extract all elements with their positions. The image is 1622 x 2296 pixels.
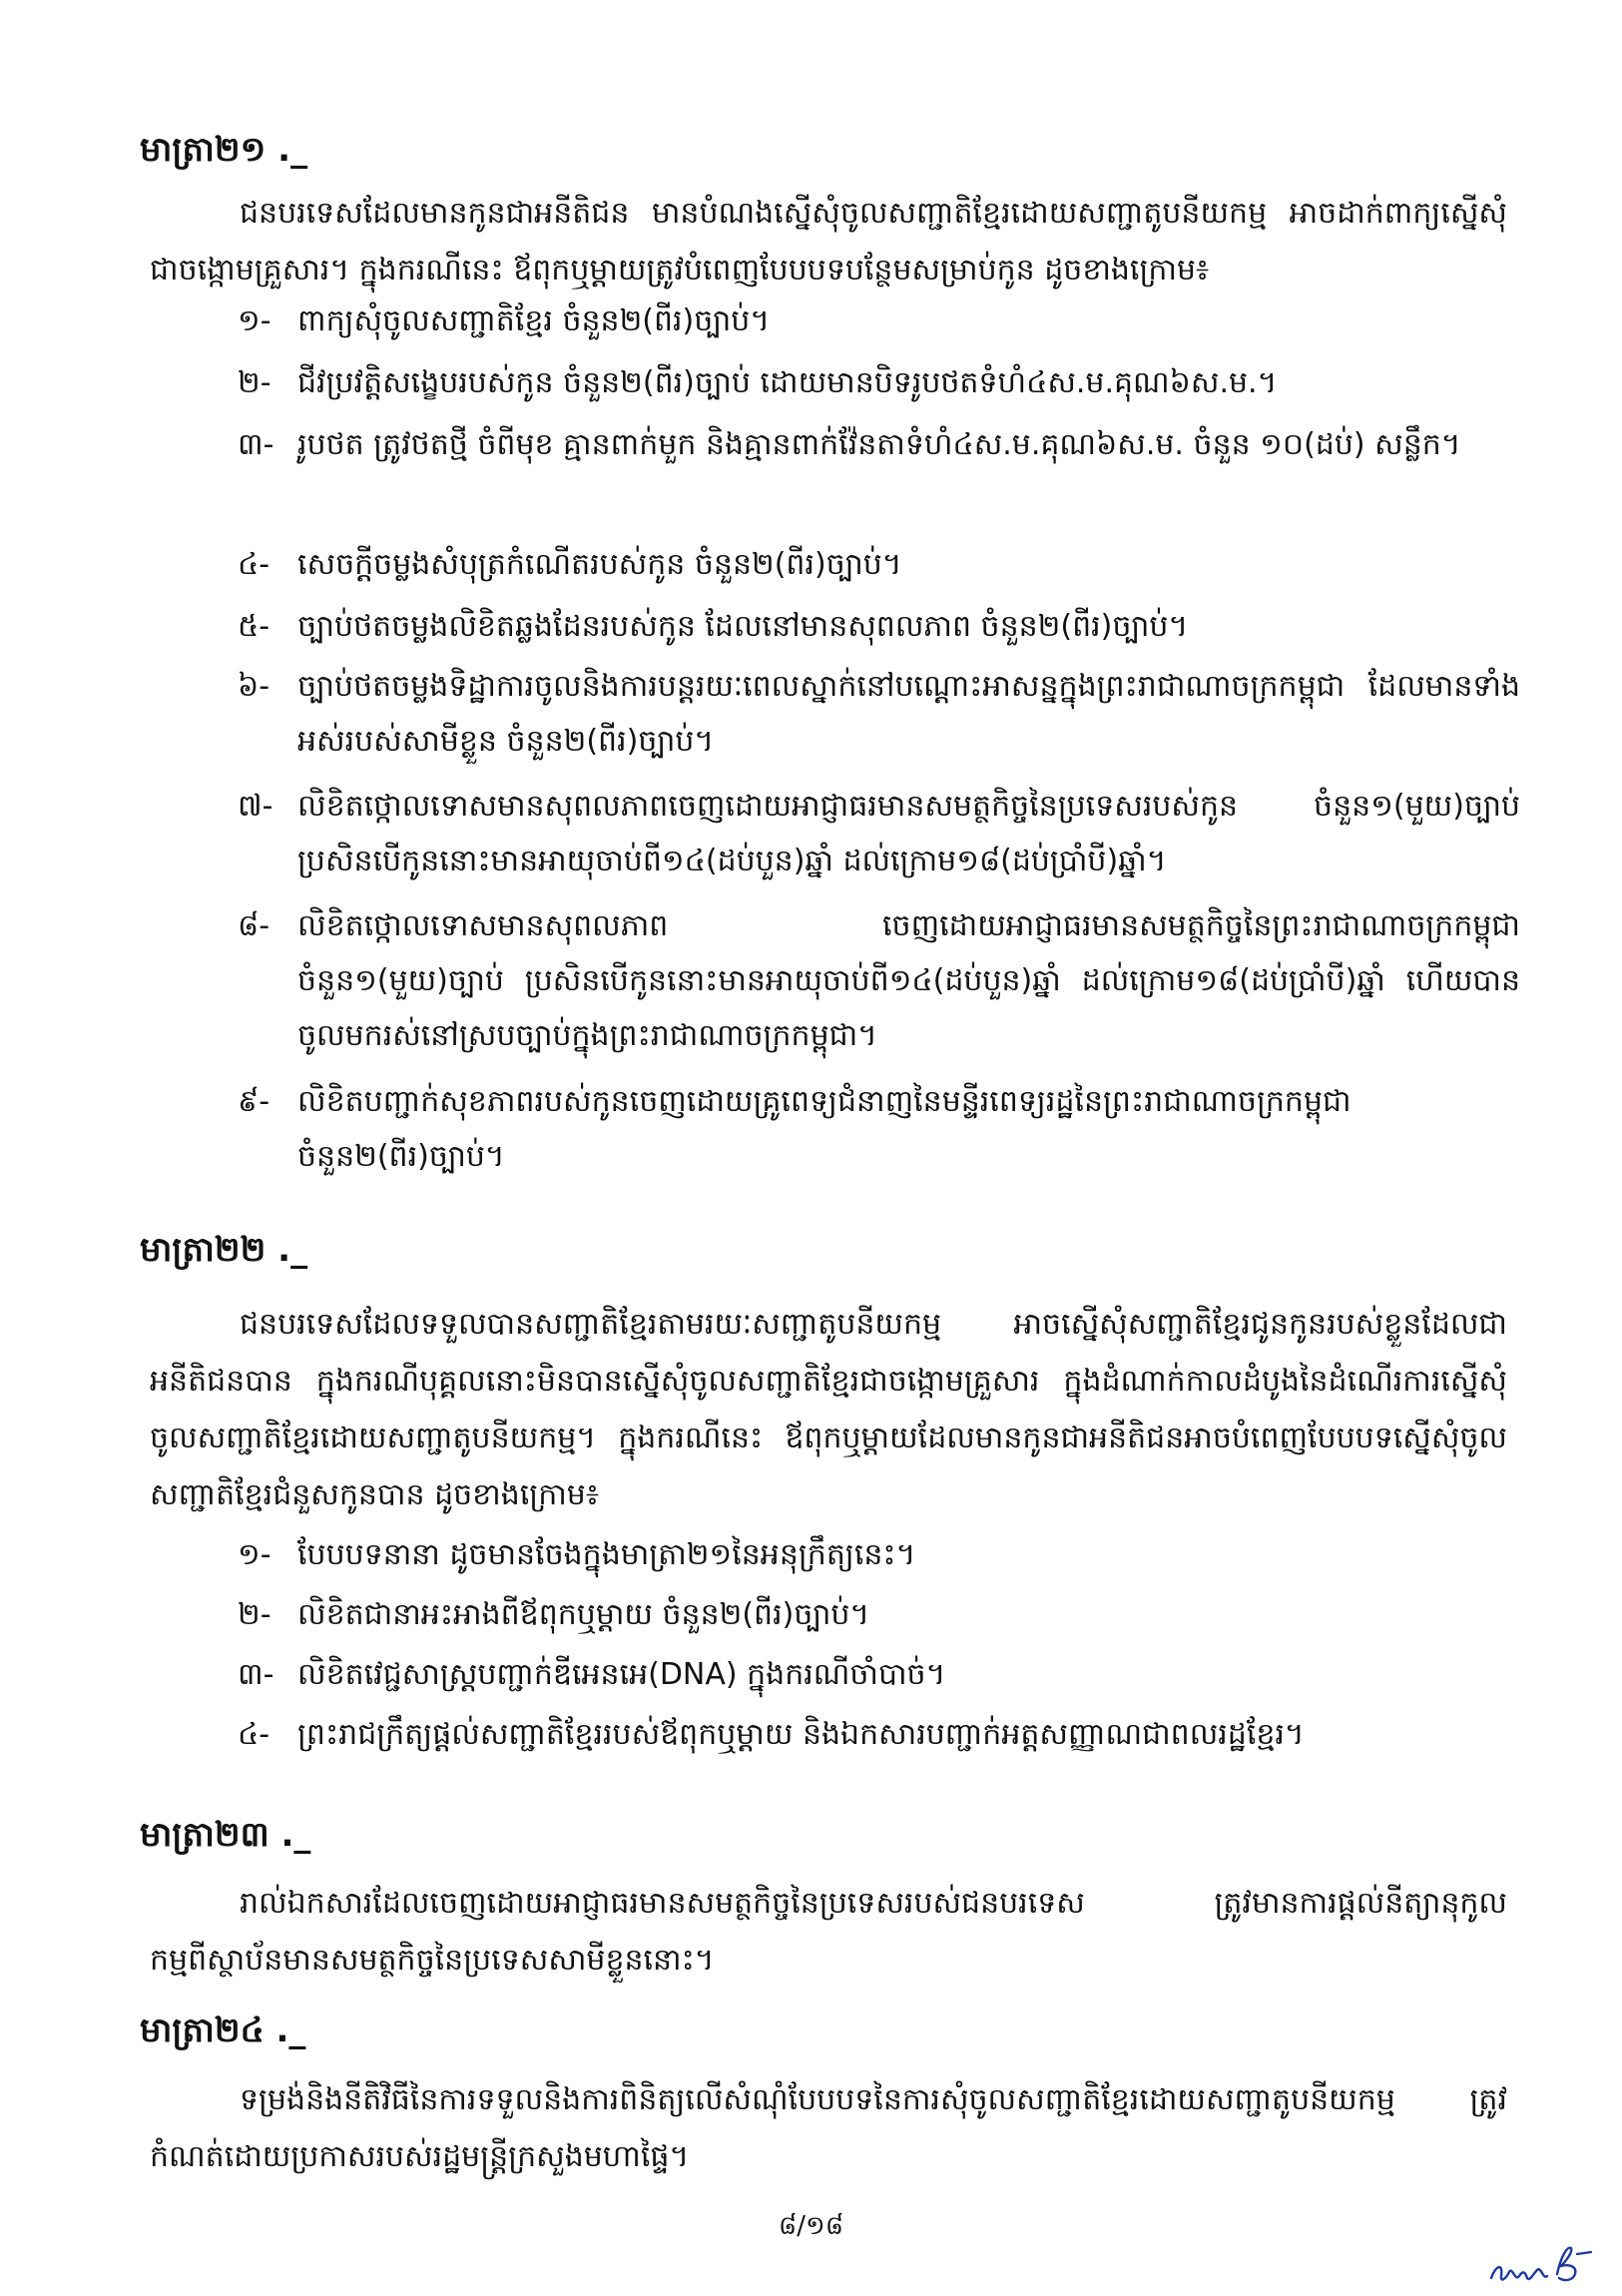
item-number: ៩- [238,1084,270,1119]
article-21-item-7 [238,779,1520,888]
item-text: លិខិតថ្កោលទោសមានសុពលភាពចេញដោយអាជ្ញាធរមានសមត្ថកិច្ចនៃប្រទេសរបស់កូន ចំនួន១(មួយ)ច្បាប់ ប្រសិនបើកូននោះមានអាយុចាប់ពី១៤(ដប់បួន)ឆ្នាំ ដល់ក្រោម១៨(ដប់ប្រាំបី)ឆ្នាំ។ [297,789,1520,878]
article-22-heading: មាត្រា២២ ._ [140,1230,308,1270]
article-21-paragraph [150,185,1507,298]
item-text: សេចក្ដីចម្លងសំបុត្រកំណើតរបស់កូន ចំនួន២(ពីរ)ច្បាប់។ [297,547,902,582]
item-text: លិខិតបញ្ជាក់សុខភាពរបស់កូនចេញដោយគ្រូពេទ្យជំនាញនៃមន្ទីរពេទ្យរដ្ឋនៃព្រះរាជាណាចក្រកម្ពុជា ចំនួន២(ពីរ)ច្បាប់។ [297,1084,1352,1174]
article-23-paragraph [150,1875,1507,1989]
article-21-item-6 [238,659,1520,769]
article-22-item-3 [238,1647,1520,1702]
article-23-paragraph-text: រាល់ឯកសារដែលចេញដោយអាជ្ញាធរមានសមត្ថកិច្ចនៃប្រទេសរបស់ជនបរទេស ត្រូវមានការផ្ដល់នីត្យានុកូលកម្មពីស្ថាប័នមានសមត្ថកិច្ចនៃប្រទេសសាមីខ្លួននោះ។ [150,1886,1507,1978]
item-text: លិខិតថ្កោលទោសមានសុពលភាព ចេញដោយអាជ្ញាធរមានសមត្ថកិច្ចនៃព្រះរាជាណាចក្រកម្ពុជា ចំនួន១(មួយ)ច្បាប់ ប្រសិនបើកូននោះមានអាយុចាប់ពី១៤(ដប់បួន)ឆ្នាំ ដល់ក្រោម១៨(ដប់ប្រាំបី)ឆ្នាំ ហើយបានចូលមករស់នៅស្របច្បាប់ក្នុងព្រះរាជាណាចក្រកម្ពុជា។ [297,908,1520,1053]
article-21-heading: មាត្រា២១ ._ [140,130,308,170]
article-22-paragraph-text: ជនបរទេសដែលទទួលបានសញ្ជាតិខ្មែរតាមរយៈសញ្ជាតូបនីយកម្ម អាចស្នើសុំសញ្ជាតិខ្មែរជូនកូនរបស់ខ្លួនដែលជាអនីតិជនបាន ក្នុងករណីបុគ្គលនោះមិនបានស្នើសុំចូលសញ្ជាតិខ្មែរជាចង្កោមគ្រួសារ ក្នុងដំណាក់កាលដំបូងនៃដំណើរការស្នើសុំចូលសញ្ជាតិខ្មែរដោយសញ្ជាតូបនីយកម្ម។ ក្នុងករណីនេះ ឪពុកឬម្ដាយដែលមានកូនជាអនីតិជនអាចបំពេញបែបបទស្នើសុំចូលសញ្ជាតិខ្មែរជំនួសកូនបាន ដូចខាងក្រោម៖ [150,1307,1507,1512]
item-text: ជីវប្រវត្តិសង្ខេបរបស់កូន ចំនួន២(ពីរ)ច្បាប់ ដោយមានបិទរូបថតទំហំ៤ស.ម.គុណ៦ស.ម.។ [297,365,1278,400]
item-number: ២- [238,1597,271,1632]
item-text: ព្រះរាជក្រឹត្យផ្ដល់សញ្ជាតិខ្មែររបស់ឪពុកឬម្ដាយ និងឯកសារបញ្ជាក់អត្តសញ្ញាណជាពលរដ្ឋខ្មែរ។ [297,1717,1305,1752]
item-number: ៤- [238,547,270,582]
article-22-paragraph [150,1296,1507,1523]
item-text: ពាក្យសុំចូលសញ្ជាតិខ្មែរ ចំនួន២(ពីរ)ច្បាប់។ [297,303,771,338]
article-21-item-5 [238,599,1520,654]
item-text: រូបថត ត្រូវថតថ្មី ចំពីមុខ គ្មានពាក់មួក និងគ្មានពាក់វ៉ែនតាទំហំ៤ស.ម.គុណ៦ស.ម. ចំនួន ១០(ដប់) សន្លឹក។ [297,427,1461,462]
item-number: ៤- [238,1717,270,1752]
item-text: លិខិតវេជ្ជសាស្ត្របញ្ជាក់ឌីអេនអេ(DNA) ក្នុងករណីចាំបាច់។ [297,1657,946,1692]
article-24-paragraph-text: ទម្រង់និងនីតិវិធីនៃការទទួលនិងការពិនិត្យលើសំណុំបែបបទនៃការសុំចូលសញ្ជាតិខ្មែរដោយសញ្ជាតូបនីយកម្ម ត្រូវកំណត់ដោយប្រកាសរបស់រដ្ឋមន្ត្រីក្រសួងមហាផ្ទៃ។ [150,2082,1507,2174]
article-21-paragraph-text: ជនបរទេសដែលមានកូនជាអនីតិជន មានបំណងស្នើសុំចូលសញ្ជាតិខ្មែរដោយសញ្ជាតូបនីយកម្ម អាចដាក់ពាក្យស្នើសុំជាចង្កោមគ្រួសារ។ ក្នុងករណីនេះ ឪពុកឬម្ដាយត្រូវបំពេញបែបបទបន្ថែមសម្រាប់កូន ដូចខាងក្រោម៖ [150,196,1507,287]
article-21-item-8 [238,898,1520,1063]
article-22-item-2 [238,1587,1520,1642]
item-number: ២- [238,365,271,400]
item-number: ៣- [238,427,274,462]
article-21-item-9 [238,1074,1520,1184]
article-22-item-4 [238,1707,1520,1762]
article-24-paragraph [150,2071,1507,2185]
item-number: ១- [238,1537,271,1572]
item-text: ច្បាប់ថតចម្លងទិដ្ឋាការចូលនិងការបន្តរយៈពេលស្នាក់នៅបណ្ដោះអាសន្នក្នុងព្រះរាជាណាចក្រកម្ពុជា ដែលមានទាំងអស់របស់សាមីខ្លួន ចំនួន២(ពីរ)ច្បាប់។ [297,669,1520,759]
article-21-item-3 [238,417,1520,472]
page-number: ៨/១៨ [778,2211,844,2241]
item-text: បែបបទនានា ដូចមានចែងក្នុងមាត្រា២១នៃអនុក្រឹត្យនេះ។ [297,1537,916,1572]
item-number: ៨- [238,908,270,943]
article-22-item-1 [238,1527,1520,1582]
item-number: ៥- [238,609,270,644]
initials-signature-icon [1485,2236,1595,2288]
article-23-heading: មាត្រា២៣ ._ [140,1815,311,1855]
article-24-heading: មាត្រា២៤ ._ [140,2010,306,2050]
item-number: ១- [238,303,271,338]
item-text: ច្បាប់ថតចម្លងលិខិតឆ្លងដែនរបស់កូន ដែលនៅមានសុពលភាព ចំនួន២(ពីរ)ច្បាប់។ [297,609,1189,644]
article-21-item-4 [238,537,1520,592]
article-21-item-1 [238,293,1520,348]
article-21-item-2 [238,355,1520,410]
item-number: ៣- [238,1657,274,1692]
item-number: ៦- [238,669,270,704]
item-number: ៧- [238,789,273,824]
item-text: លិខិតជានាអះអាងពីឪពុកឬម្ដាយ ចំនួន២(ពីរ)ច្បាប់។ [297,1597,870,1632]
